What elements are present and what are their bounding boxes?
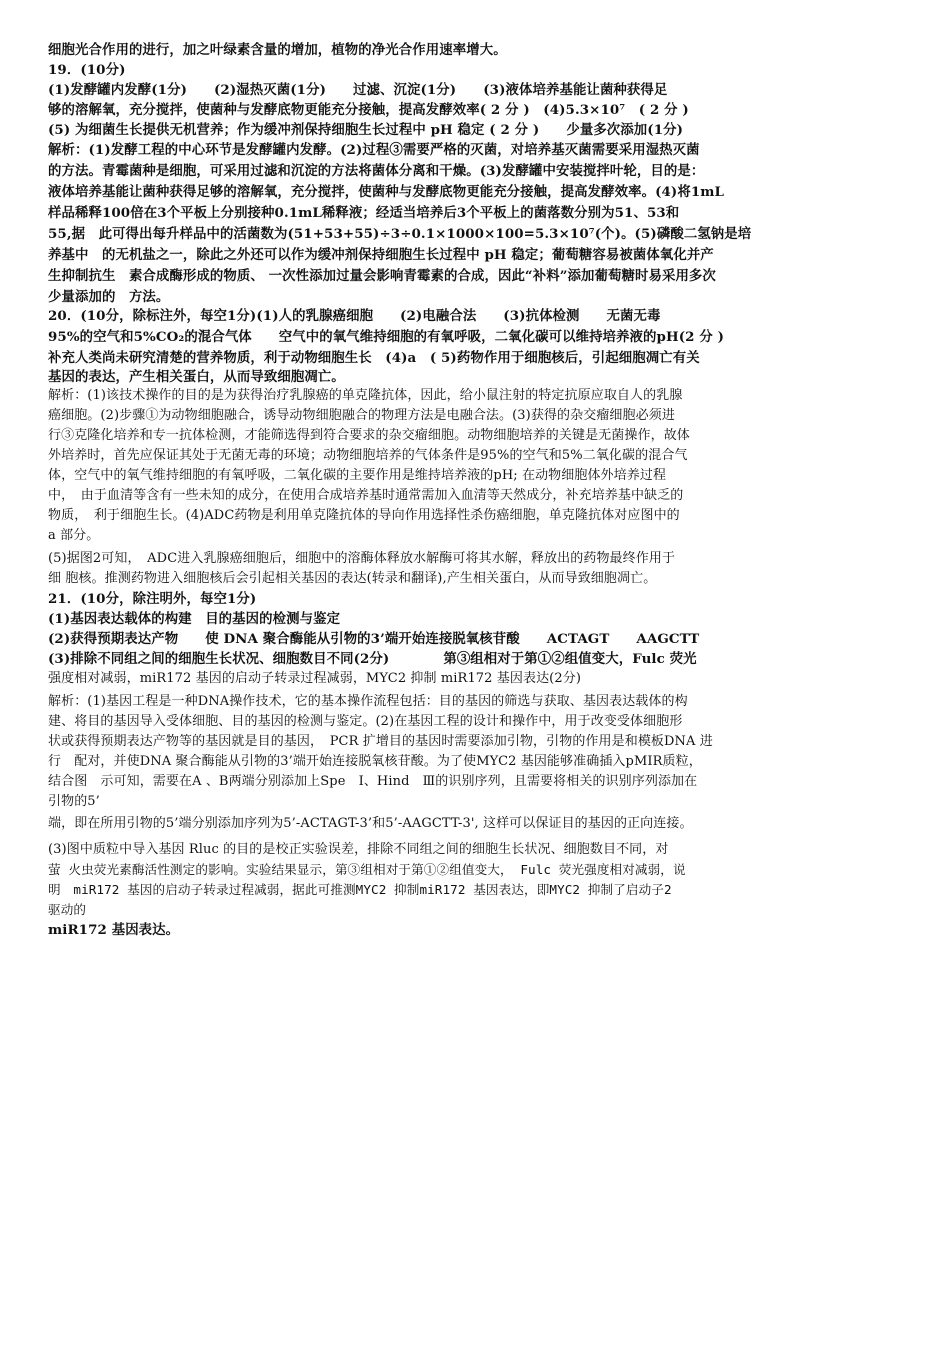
- text-line: 萤 火虫荧光素酶活性测定的影响。实验结果显示，第③组相对于第①②组值变大， Fulc 荧光强度相对减弱，说: [48, 862, 686, 877]
- text-line: 解析：(1)发酵工程的中心环节是发酵罐内发酵。(2)过程③需要严格的灭菌，对培养基灭菌需要采用湿热灭菌: [48, 142, 700, 158]
- text-line: 细 胞核。推测药物进入细胞核后会引起相关基因的表达(转录和翻译),产生相关蛋白，从而导致细胞凋亡。: [48, 571, 657, 586]
- text-line: 明 miR172 基因的启动子转录过程减弱，据此可推测MYC2 抑制miR172 基因表达，即MYC2 抑制了启动子2: [48, 882, 672, 897]
- text-line: 补充人类尚未研究清楚的营养物质，利于动物细胞生长 (4)a ( 5)药物作用于细胞核后，引起细胞凋亡有关: [48, 350, 700, 366]
- text-line: (3)图中质粒中导入基因 Rluc 的目的是校正实验误差，排除不同组之间的细胞生长状况、细胞数目不同，对: [48, 842, 669, 857]
- text-line: 液体培养基能让菌种获得足够的溶解氧，充分搅拌，使菌种与发酵底物更能充分接触，提高发酵效率。(4)将1mL: [48, 184, 725, 200]
- text-line: 外培养时，首先应保证其处于无菌无毒的环境；动物细胞培养的气体条件是95%的空气和5%二氧化碳的混合气: [48, 448, 688, 463]
- text-line: 养基中 的无机盐之一，除此之外还可以作为缓冲剂保持细胞生长过程中 pH 稳定；葡萄糖容易被菌体氧化并产: [48, 247, 714, 263]
- text-line: 95%的空气和5%CO₂的混合气体 空气中的氧气维持细胞的有氧呼吸，二氧化碳可以维持培养液的pH(2 分 ): [48, 329, 725, 345]
- question-21-header: 21．(10分，除注明外，每空1分): [48, 591, 257, 607]
- text-line: 的方法。青霉菌种是细胞，可采用过滤和沉淀的方法将菌体分离和干燥。(3)发酵罐中安装搅拌叶轮，目的是：: [48, 163, 705, 179]
- text-line: 癌细胞。(2)步骤①为动物细胞融合，诱导动物细胞融合的物理方法是电融合法。(3)获得的杂交瘤细胞必须进: [48, 408, 675, 423]
- text-line: (1)基因表达载体的构建 目的基因的检测与鉴定: [48, 611, 341, 627]
- text-line: 少量添加的 方法。: [48, 289, 170, 305]
- text-line: (3)排除不同组之间的细胞生长状况、细胞数目不同(2分) 第③组相对于第①②组值变大，Fulc 荧光: [48, 651, 697, 667]
- text-line: miR172 基因表达。: [48, 922, 180, 938]
- text-line: 体，空气中的氧气维持细胞的有氧呼吸，二氧化碳的主要作用是维持培养液的pH; 在动物细胞体外培养过程: [48, 468, 667, 483]
- text-line: 物质， 利于细胞生长。(4)ADC药物是利用单克隆抗体的导向作用选择性杀伤癌细胞，单克隆抗体对应图中的: [48, 508, 680, 523]
- text-line: 中， 由于血清等含有一些未知的成分，在使用合成培养基时通常需加入血清等天然成分，补充培养基中缺乏的: [48, 488, 684, 503]
- text-line: 够的溶解氧，充分搅拌，使菌种与发酵底物更能充分接触，提高发酵效率( 2 分 ) (4)5.3×10⁷ ( 2 分 ): [48, 102, 689, 118]
- text-line: 解析：(1)基因工程是一种DNA操作技术，它的基本操作流程包括：目的基因的筛选与获取、基因表达载体的构: [48, 694, 688, 709]
- text-line: (2)获得预期表达产物 使 DNA 聚合酶能从引物的3’端开始连接脱氧核苷酸 ACTAGT AAGCTT: [48, 631, 700, 647]
- text-line: 生抑制抗生 素合成酶形成的物质、 一次性添加过量会影响青霉素的合成，因此“补料”添加葡萄糖时易采用多次: [48, 268, 716, 284]
- text-line: 引物的5’: [48, 794, 100, 809]
- text-line: (1)发酵罐内发酵(1分) (2)湿热灭菌(1分) 过滤、沉淀(1分) (3)液体培养基能让菌种获得足: [48, 82, 668, 98]
- text-line: 基因的表达，产生相关蛋白，从而导致细胞凋亡。: [48, 369, 345, 385]
- text-line: 驱动的: [48, 902, 87, 917]
- text-line: 行 配对，并使DNA 聚合酶能从引物的3’端开始连接脱氧核苷酸。为了使MYC2 基因能够准确插入pMIR质粒，: [48, 754, 702, 769]
- text-line: 细胞光合作用的进行，加之叶绿素含量的增加，植物的净光合作用速率增大。: [48, 42, 507, 58]
- text-line: a 部分。: [48, 528, 100, 543]
- text-line: (5)据图2可知， ADC进入乳腺癌细胞后，细胞中的溶酶体释放水解酶可将其水解，释放出的药物最终作用于: [48, 551, 676, 566]
- text-line: 端，即在所用引物的5’端分别添加序列为5’-ACTAGT-3’和5’-AAGCTT-3', 这样可以保证目的基因的正向连接。: [48, 816, 693, 831]
- question-19-header: 19．(10分): [48, 62, 126, 78]
- text-line: 解析：(1)该技术操作的目的是为获得治疗乳腺癌的单克隆抗体，因此，给小鼠注射的特定抗原应取自人的乳腺: [48, 388, 683, 403]
- text-line: 建、将目的基因导入受体细胞、目的基因的检测与鉴定。(2)在基因工程的设计和操作中，用于改变受体细胞形: [48, 714, 683, 729]
- text-line: (5) 为细菌生长提供无机营养；作为缓冲剂保持细胞生长过程中 pH 稳定 ( 2 分 ) 少量多次添加(1分): [48, 122, 684, 138]
- question-20-header: 20．(10分，除标注外，每空1分)(1)人的乳腺癌细胞 (2)电融合法 (3)抗体检测 无菌无毒: [48, 308, 661, 324]
- text-line: 行③克隆化培养和专一抗体检测，才能筛选得到符合要求的杂交瘤细胞。动物细胞培养的关键是无菌操作，故体: [48, 428, 690, 443]
- text-line: 状或获得预期表达产物等的基因就是目的基因， PCR 扩增目的基因时需要添加引物，引物的作用是和模板DNA 进: [48, 734, 713, 749]
- text-line: 结合图 示可知，需要在A 、B两端分别添加上Spe Ⅰ、Hind Ⅲ的识别序列，且需要将相关的识别序列添加在: [48, 774, 698, 789]
- text-line: 样品稀释100倍在3个平板上分别接种0.1mL稀释液；经适当培养后3个平板上的菌落数分别为51、53和: [48, 205, 680, 221]
- text-line: 强度相对减弱，miR172 基因的启动子转录过程减弱，MYC2 抑制 miR172 基因表达(2分): [48, 671, 581, 686]
- text-line: 55,据 此可得出每升样品中的活菌数为(51+53+55)÷3÷0.1×1000×100=5.3×10⁷(个)。(5)磷酸二氢钠是培: [48, 226, 752, 242]
